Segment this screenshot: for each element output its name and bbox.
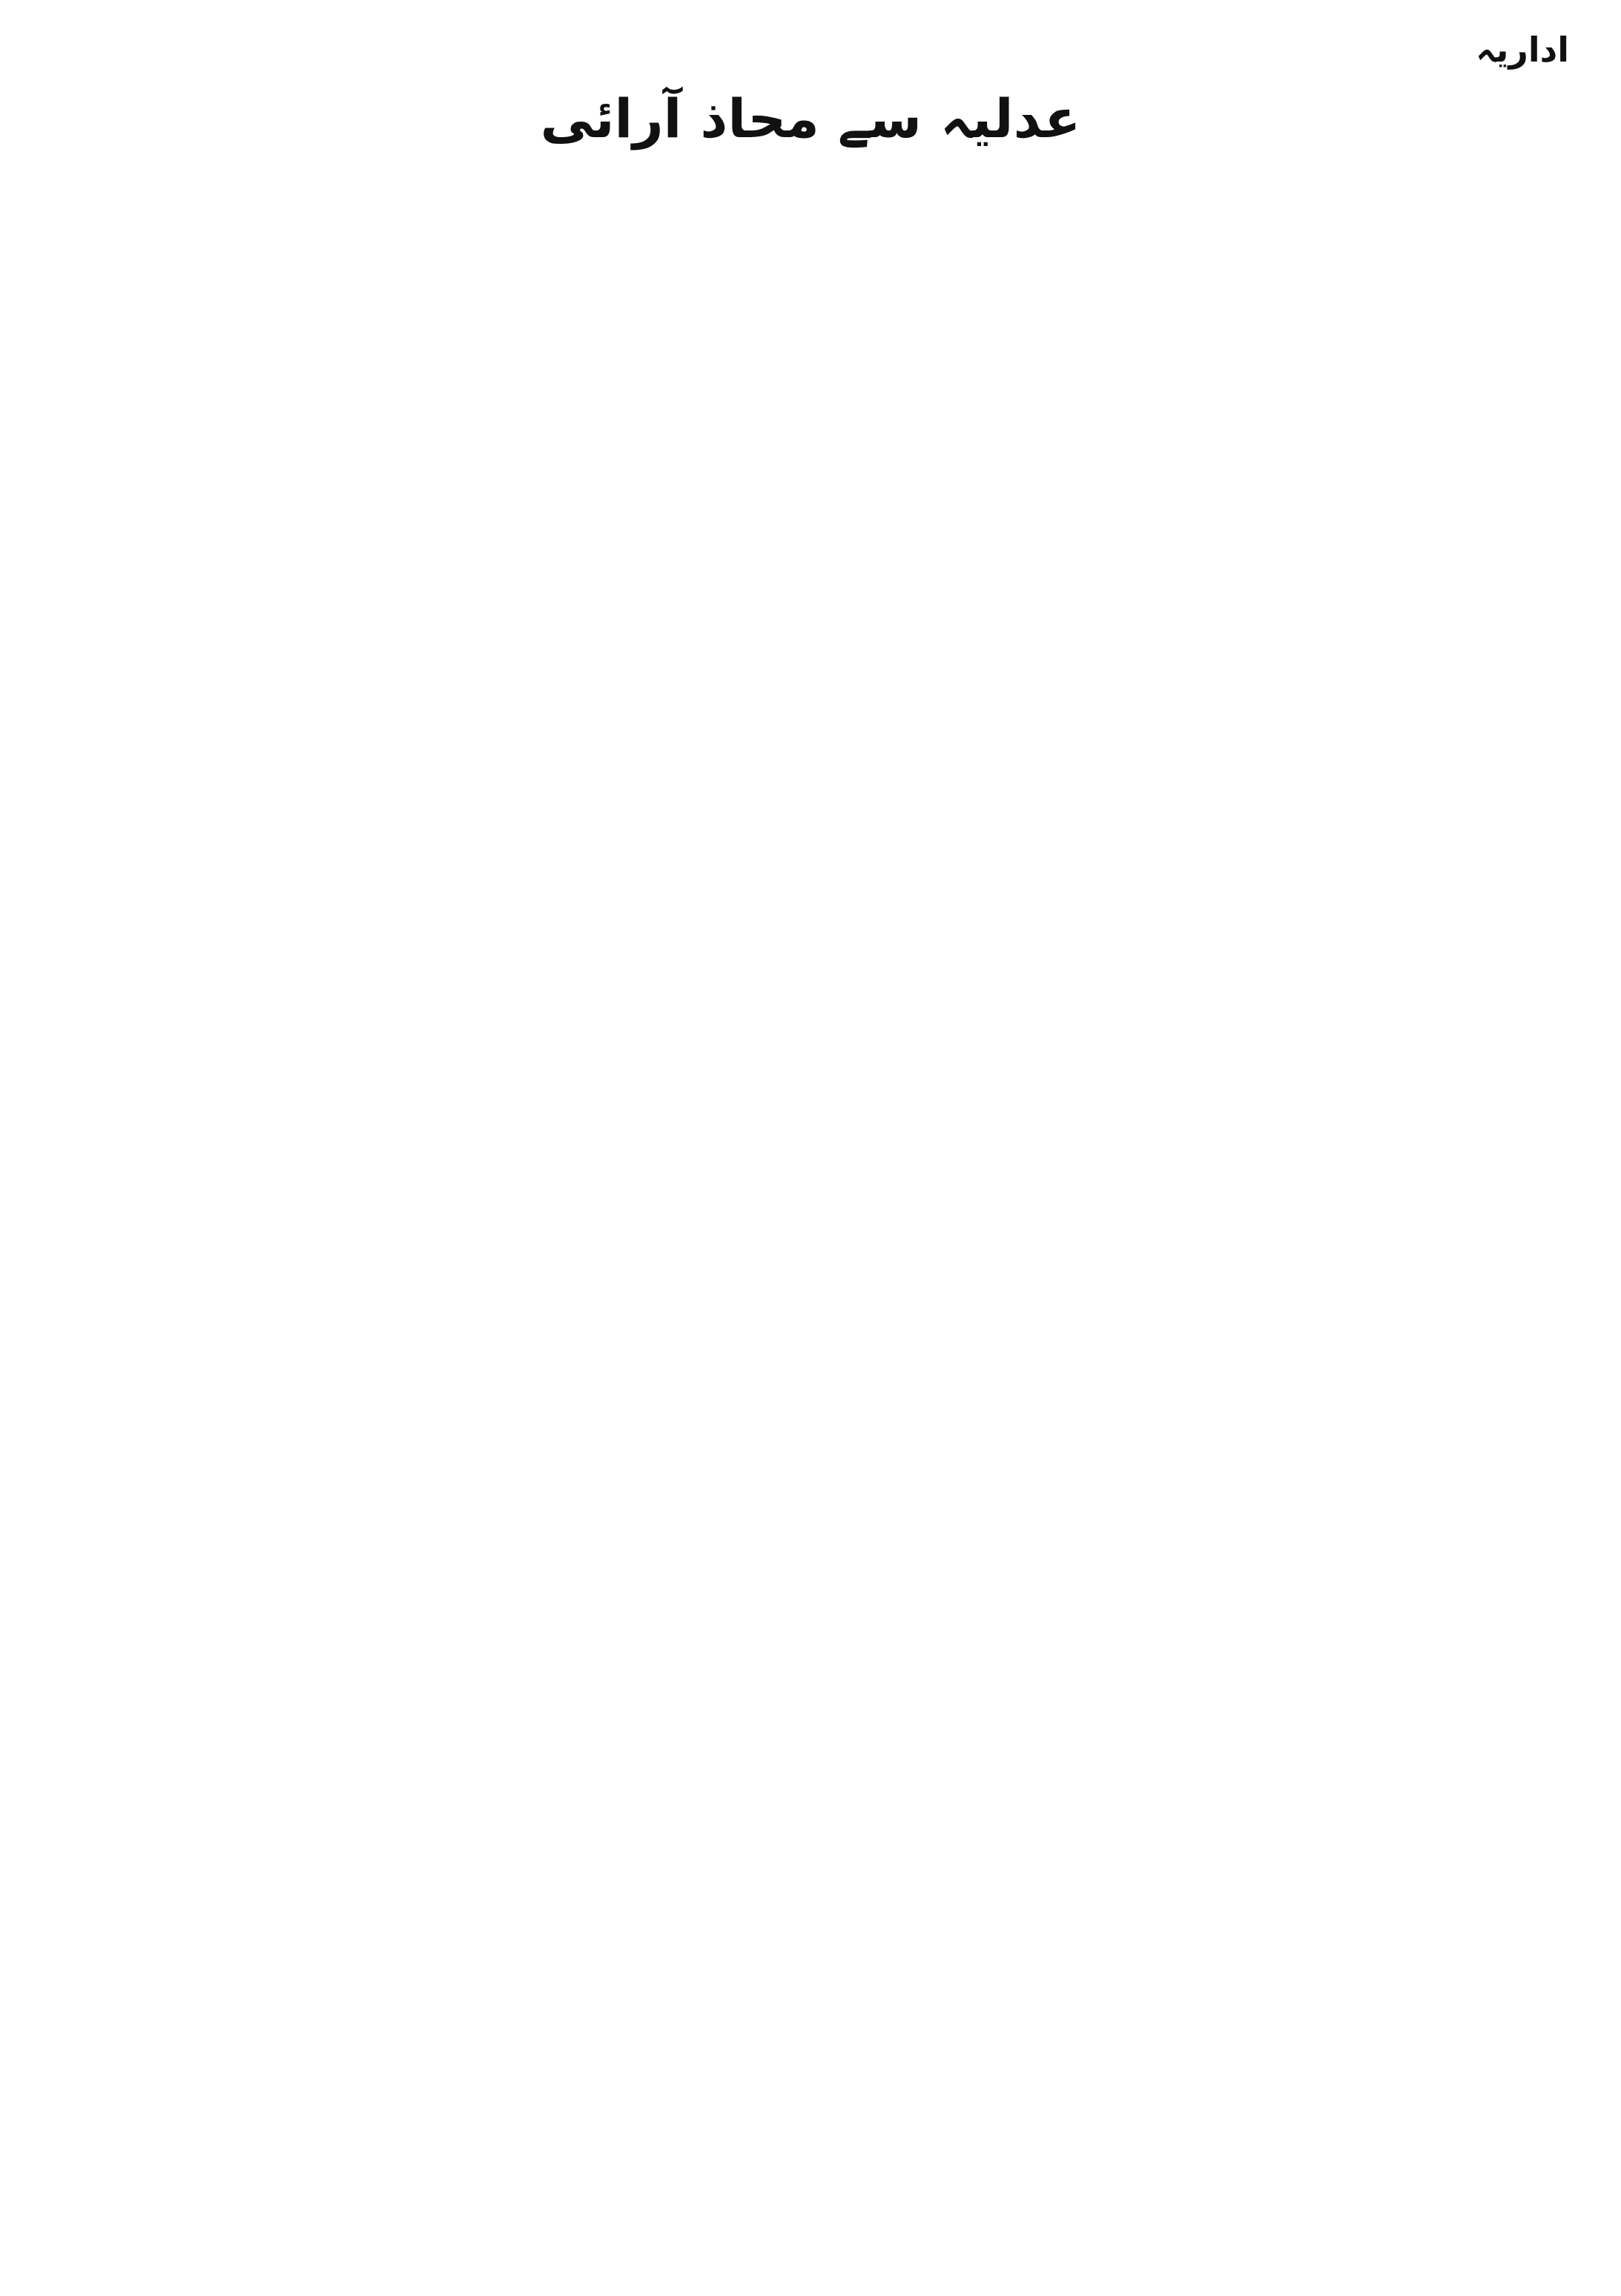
article-title: عدلیہ سے محاذ آرائی	[540, 87, 1081, 150]
paragraph-2	[52, 240, 1569, 292]
paragraph-3	[52, 298, 1569, 350]
paragraph-5	[52, 414, 1569, 466]
paragraph-4	[52, 356, 1569, 408]
section-label: اداریہ	[1476, 30, 1569, 70]
paragraph-6	[52, 472, 1569, 523]
paragraph-1	[52, 182, 1569, 234]
article-body	[52, 182, 1569, 523]
